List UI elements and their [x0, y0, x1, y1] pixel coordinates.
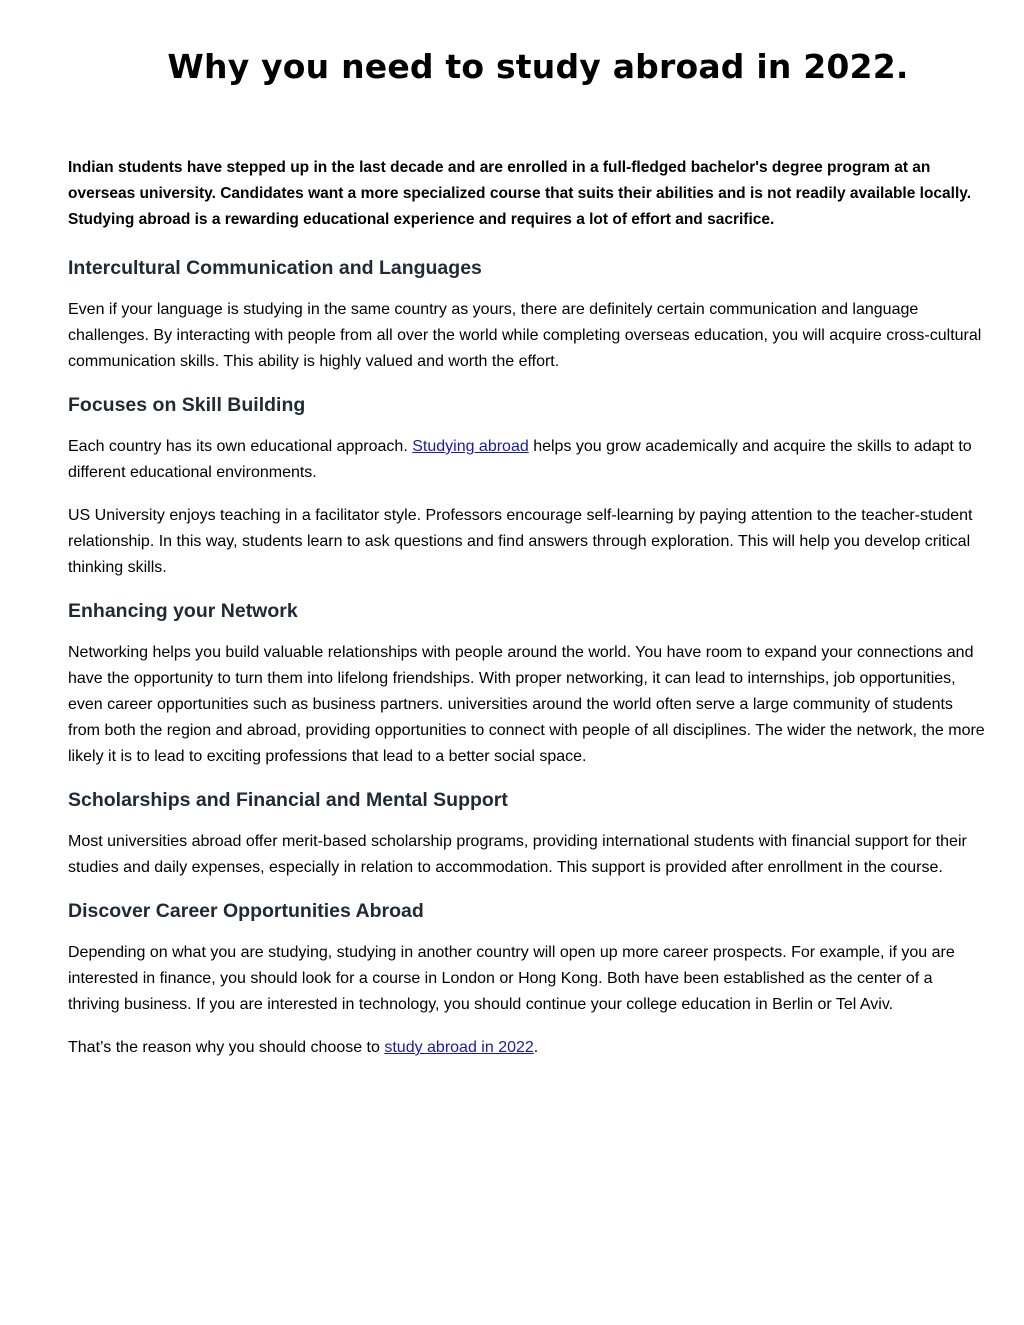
- closing-paragraph: [68, 1035, 988, 1061]
- heading-career-opportunities: Discover Career Opportunities Abroad: [68, 900, 424, 922]
- paragraph-skill-building-1: [68, 434, 988, 486]
- skill-building-text-before: Each country has its own educational approach.: [68, 438, 413, 455]
- paragraph-scholarships: Most universities abroad offer merit-based scholarship programs, providing international students with financial support for their studies and daily expenses, especially in relation to accommodation. This support is provided after enrollment in the course.: [68, 833, 967, 876]
- study-abroad-2022-link[interactable]: study abroad in 2022: [384, 1039, 534, 1056]
- skill-building-text-after: helps you grow academically and acquire the skills to adapt to different educational environments.: [68, 438, 972, 481]
- closing-text-before: That’s the reason why you should choose to: [68, 1039, 385, 1056]
- heading-enhancing-network: Enhancing your Network: [68, 600, 298, 622]
- paragraph-skill-building-2: US University enjoys teaching in a facilitator style. Professors encourage self-learning by paying attention to the teacher-student relationship. In this way, students learn to ask questions and find answers through exploration. This will help you develop critical thinking skills.: [68, 507, 973, 576]
- heading-scholarships: Scholarships and Financial and Mental Support: [68, 789, 508, 811]
- closing-text-after: .: [533, 1039, 539, 1056]
- studying-abroad-link[interactable]: Studying abroad: [412, 438, 529, 455]
- paragraph-enhancing-network: Networking helps you build valuable relationships with people around the world. You have room to expand your connections and have the opportunity to turn them into lifelong friendships. With proper networking, it can lead to internships, job opportunities, even career opportunities such as business partners. universities around the world often serve a large community of students from both the region and abroad, providing opportunities to connect with people of all disciplines. The wider the network, the more likely it is to lead to exciting professions that lead to a better social space.: [68, 644, 985, 765]
- paragraph-career-opportunities: Depending on what you are studying, studying in another country will open up more career prospects. For example, if you are interested in finance, you should look for a course in London or Hong Kong. Both have been established as the center of a thriving business. If you are interested in technology, you should continue your college education in Berlin or Tel Aviv.: [68, 944, 955, 1013]
- heading-skill-building: Focuses on Skill Building: [68, 394, 306, 416]
- document-body: [68, 155, 988, 1078]
- intro-paragraph: Indian students have stepped up in the last decade and are enrolled in a full-fledged bachelor's degree program at an overseas university. Candidates want a more specialized course that suits their abilities and is not readily available locally. Studying abroad is a rewarding educational experience and requires a lot of effort and sacrifice.: [68, 159, 972, 228]
- page-title: Why you need to study abroad in 2022.: [167, 47, 909, 86]
- paragraph-intercultural-communication: Even if your language is studying in the same country as yours, there are definitely certain communication and language challenges. By interacting with people from all over the world while completing overseas education, you will acquire cross-cultural communication skills. This ability is highly valued and worth the effort.: [68, 301, 982, 370]
- heading-intercultural-communication: Intercultural Communication and Languages: [68, 257, 482, 279]
